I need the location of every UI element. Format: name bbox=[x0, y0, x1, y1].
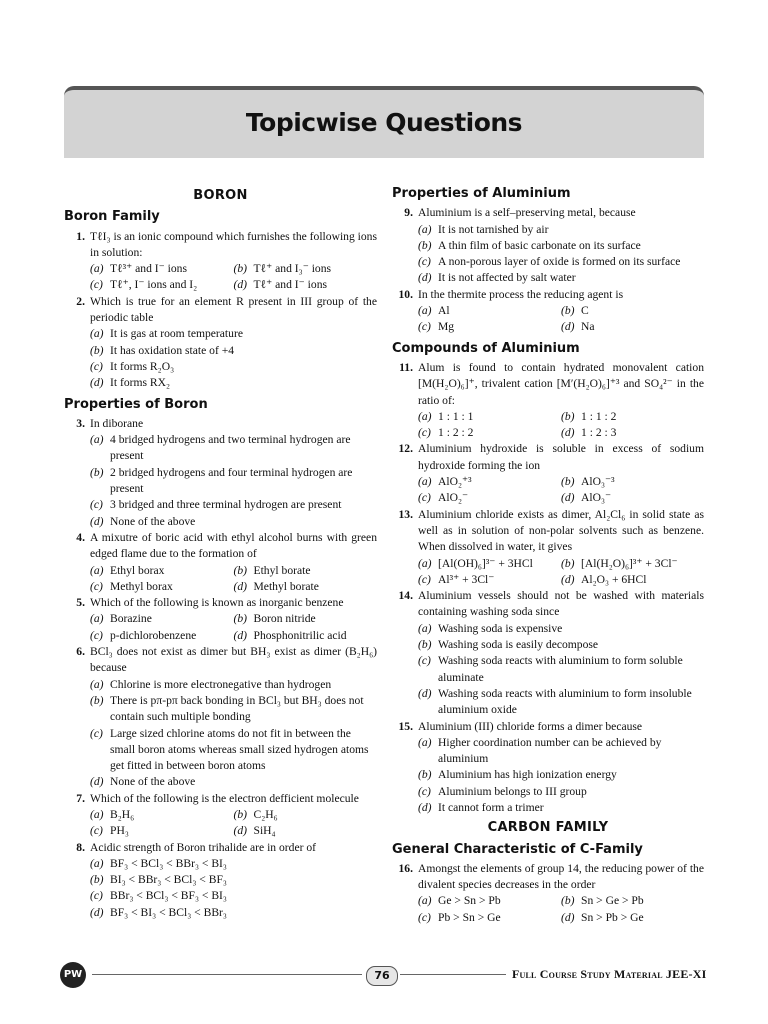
question-3: 3. In diborane bbox=[64, 416, 377, 432]
question-12: 12. Aluminium hydroxide is soluble in excess of sodium hydroxide forming the ion bbox=[392, 441, 704, 474]
question-text: Which is true for an element R present in III group of the periodic table bbox=[90, 294, 377, 325]
question-16: 16. Amongst the elements of group 14, the reducing power of the divalent species decreases in the order bbox=[392, 861, 704, 894]
page-number: 76 bbox=[366, 966, 398, 986]
option-a: BF₃ < BCl₃ < BBr₃ < BI₃ bbox=[110, 856, 227, 870]
option-a: 1 : 1 : 1 bbox=[438, 409, 474, 423]
question-7: 7. Which of the following is the electron defficient molecule bbox=[64, 791, 377, 807]
option-c: A non-porous layer of oxide is formed on its surface bbox=[438, 255, 681, 269]
option-c: Tℓ⁺, I⁻ ions and I₂ bbox=[110, 278, 198, 292]
options-row: (a) Tℓ³⁺ and I⁻ ions (b) Tℓ⁺ and I₃⁻ ions bbox=[64, 261, 377, 277]
option-c: AlO₂⁻ bbox=[438, 491, 469, 505]
option-c: 1 : 2 : 2 bbox=[438, 426, 474, 440]
question-text: A mixutre of boric acid with ethyl alcohol burns with green edged flame due to the formation of bbox=[90, 530, 377, 561]
option-d: None of the above bbox=[110, 514, 196, 528]
question-text: Aluminium vessels should not be washed with materials containing washing soda since bbox=[418, 589, 704, 619]
option-d: Sn > Pb > Ge bbox=[581, 910, 644, 924]
option-d: BF₃ < BI₃ < BCl₃ < BBr₃ bbox=[110, 905, 227, 919]
question-10: 10. In the thermite process the reducing agent is bbox=[392, 287, 704, 303]
question-text: BCl₃ does not exist as dimer but BH₃ exist as dimer (B₂H₆) because bbox=[90, 645, 377, 675]
question-6: 6. BCl₃ does not exist as dimer but BH₃ exist as dimer (B₂H₆) because bbox=[64, 644, 377, 677]
option-b: 1 : 1 : 2 bbox=[581, 409, 617, 423]
option-a: 4 bridged hydrogens and two terminal hydrogen are present bbox=[110, 433, 351, 463]
question-1: 1. TℓI₃ is an ionic compound which furnishes the following ions in solution: bbox=[64, 229, 377, 262]
question-9: 9. Aluminium is a self–preserving metal, because bbox=[392, 205, 704, 221]
question-text: Amongst the elements of group 14, the reducing power of the divalent species decreases in the order bbox=[418, 861, 704, 892]
option-d: It cannot form a trimer bbox=[438, 800, 544, 814]
option-a: Washing soda is expensive bbox=[438, 621, 563, 635]
question-text: TℓI₃ is an ionic compound which furnishes the following ions in solution: bbox=[90, 229, 377, 259]
option-d: None of the above bbox=[110, 775, 196, 789]
page-banner bbox=[64, 86, 704, 158]
option-d: Tℓ⁺ and I⁻ ions bbox=[253, 278, 327, 292]
question-text: In diborane bbox=[90, 416, 144, 430]
section-heading-carbon-family: CARBON FAMILY bbox=[487, 820, 609, 836]
option-a: AlO₂⁺³ bbox=[438, 475, 472, 489]
option-b: C₂H₆ bbox=[253, 807, 278, 821]
question-2: 2. Which is true for an element R present in III group of the periodic table bbox=[64, 294, 377, 327]
question-text: Aluminium (III) chloride forms a dimer because bbox=[418, 719, 643, 733]
option-b: Ethyl borate bbox=[253, 563, 311, 577]
option-b: There is pπ-pπ back bonding in BCl₃ but BH₃ does not contain such multiple bonding bbox=[110, 693, 364, 724]
question-text: Aluminium hydroxide is soluble in excess of sodium hydroxide forming the ion bbox=[418, 442, 704, 472]
option-c: BBr₃ < BCl₃ < BF₃ < BI₃ bbox=[110, 889, 227, 903]
option-a: Al bbox=[438, 304, 450, 318]
option-d: Al₂O₃ + 6HCl bbox=[581, 572, 647, 586]
footer-divider bbox=[400, 974, 506, 975]
option-c: Mg bbox=[438, 320, 455, 334]
option-b: A thin film of basic carbonate on its surface bbox=[438, 238, 641, 252]
footer-divider bbox=[92, 974, 362, 975]
option-d: 1 : 2 : 3 bbox=[581, 426, 617, 440]
option-b: 2 bridged hydrogens and four terminal hydrogen are present bbox=[110, 465, 353, 496]
question-14: 14. Aluminium vessels should not be washed with materials containing washing soda since bbox=[392, 588, 704, 621]
option-b: Boron nitride bbox=[253, 612, 316, 626]
option-d: Na bbox=[581, 320, 595, 334]
question-8: 8. Acidic strength of Boron trihalide are in order of bbox=[64, 840, 377, 856]
question-text: Which of the following is the electron defficient molecule bbox=[90, 791, 359, 805]
question-text: In the thermite process the reducing agent is bbox=[418, 287, 624, 301]
option-c: Al³⁺ + 3Cl⁻ bbox=[438, 572, 495, 586]
option-b: Aluminium has high ionization energy bbox=[438, 768, 617, 782]
option-c: Large sized chlorine atoms do not fit in between the small boron atoms whereas small sized hydrogen atoms get fitted in between boron atoms bbox=[110, 726, 369, 773]
question-text: Acidic strength of Boron trihalide are in order of bbox=[90, 840, 317, 854]
option-b: C bbox=[581, 304, 589, 318]
option-a: Chlorine is more electronegative than hydrogen bbox=[110, 677, 332, 691]
option-c: Methyl borax bbox=[110, 579, 173, 593]
option-b: Sn > Ge > Pb bbox=[581, 894, 644, 908]
subsection-properties-of-aluminium: Properties of Aluminium bbox=[392, 186, 571, 201]
option-a: Ethyl borax bbox=[110, 563, 165, 577]
question-4: 4. A mixutre of boric acid with ethyl alcohol burns with green edged flame due to the formation of bbox=[64, 530, 377, 563]
option-a: It is gas at room temperature bbox=[110, 327, 243, 341]
question-text: Aluminium chloride exists as dimer, Al₂Cl₆ in solid state as well as in solution of non-polar solvents such as benzene. When dissolved in water, it gives bbox=[418, 507, 704, 554]
subsection-properties-of-boron: Properties of Boron bbox=[64, 396, 208, 412]
option-d: AlO₃⁻ bbox=[581, 491, 612, 505]
option-b: BI₃ < BBr₃ < BCl₃ < BF₃ bbox=[110, 873, 227, 887]
option-a: It is not tarnished by air bbox=[438, 222, 549, 236]
option-b: Washing soda is easily decompose bbox=[438, 638, 599, 652]
options-row: (c) Tℓ⁺, I⁻ ions and I₂ (d) Tℓ⁺ and I⁻ ions bbox=[64, 277, 377, 293]
option-a: Borazine bbox=[110, 612, 152, 626]
page-title: Topicwise Questions bbox=[245, 108, 523, 137]
option-a: Higher coordination number can be achieved by aluminium bbox=[438, 735, 662, 766]
question-text: Alum is found to contain hydrated monovalent cation [M(H₂O)₆]⁺, trivalent cation [M′(H₂O)₆]⁺³ and SO₄²⁻ in the ratio of: bbox=[418, 360, 704, 407]
question-11: 11. Alum is found to contain hydrated monovalent cation [M(H₂O)₆]⁺, trivalent cation [M′(H₂O)₆]⁺³ and SO₄²⁻ in the ratio of: bbox=[392, 360, 704, 409]
option-b: AlO₃⁻³ bbox=[581, 475, 615, 489]
option-a: Ge > Sn > Pb bbox=[438, 894, 501, 908]
option-d: Methyl borate bbox=[253, 579, 319, 593]
option-a: Tℓ³⁺ and I⁻ ions bbox=[110, 262, 187, 276]
option-c: p-dichlorobenzene bbox=[110, 628, 197, 642]
section-heading-boron: BORON bbox=[193, 188, 248, 203]
question-text: Which of the following is known as inorganic benzene bbox=[90, 596, 344, 610]
footer-title: Full Course Study Material JEE-XI bbox=[512, 967, 707, 981]
option-c: PH₃ bbox=[110, 824, 129, 838]
question-text: Aluminium is a self–preserving metal, because bbox=[418, 206, 636, 220]
option-c: It forms R₂O₃ bbox=[110, 359, 175, 373]
option-a: B₂H₆ bbox=[110, 807, 135, 821]
option-d: It forms RX₂ bbox=[110, 376, 171, 390]
option-a: [Al(OH)₆]³⁻ + 3HCl bbox=[438, 556, 533, 570]
option-c: Washing soda reacts with aluminium to form soluble aluminate bbox=[438, 654, 683, 684]
question-5: 5. Which of the following is known as inorganic benzene bbox=[64, 595, 377, 611]
pw-logo: PW bbox=[60, 962, 86, 988]
subsection-compounds-of-aluminium: Compounds of Aluminium bbox=[392, 340, 580, 356]
option-c: 3 bridged and three terminal hydrogen are present bbox=[110, 498, 342, 512]
question-15: 15. Aluminium (III) chloride forms a dimer because bbox=[392, 719, 704, 735]
option-d: SiH₄ bbox=[253, 824, 276, 838]
option-d: It is not affected by salt water bbox=[438, 271, 576, 285]
subsection-boron-family: Boron Family bbox=[64, 209, 160, 225]
option-b: Tℓ⁺ and I₃⁻ ions bbox=[253, 262, 332, 276]
option-c: Aluminium belongs to III group bbox=[438, 784, 587, 798]
option-d: Washing soda reacts with aluminium to form insoluble aluminium oxide bbox=[438, 686, 692, 717]
question-13: 13. Aluminium chloride exists as dimer, Al₂Cl₆ in solid state as well as in solution of non-polar solvents such as benzene. When dissolved in water, it gives bbox=[392, 507, 704, 556]
option-b: It has oxidation state of +4 bbox=[110, 343, 235, 357]
option-d: Phosphonitrilic acid bbox=[253, 628, 347, 642]
left-column: BORON Boron Family 1. TℓI₃ is an ionic compound which furnishes the following ions in solution: (a) Tℓ³⁺ and I⁻ ions (b) Tℓ⁺ and I₃⁻ ions (c) Tℓ⁺, I⁻ ions and I₂ (d) Tℓ⁺ and I⁻ ions 2. Which is true for an element R present in III group of the periodic table (a) It is gas at room temperature (b) It has oxidation state of +4 (c) It forms R₂O₃ (d) It forms RX₂ Properties of Boron 3. In diborane (a) 4 bridged hydrogens and two terminal hydrogen are present (b) 2 bridged hydrogens and four terminal hydrogen are present (c) 3 bridged and three terminal hydrogen are present (d) None of the above 4. A mixutre of boric acid with ethyl alcohol burns with green edged flame due to the formation of (a) Ethyl borax (b) Ethyl borate (c) Methyl borax (d) Methyl borate 5. Which of the following is known as inorganic benzene (a) Borazine (b) Boron nitride (c) p-dichlorobenzene (d) Phosphonitrilic acid 6. BCl₃ does not exist as dimer but BH₃ exist as dimer (B₂H₆) because (a) Chlorine is more electronegative than hydrogen (b) There is pπ-pπ back bonding in BCl₃ but BH₃ does not contain such multiple bonding (c) Large sized chlorine atoms do not fit in between the small boron atoms whereas small sized hydrogen atoms get fitted in between boron atoms (d) None of the above 7. Which of the following is the electron defficient molecule (a) B₂H₆ (b) C₂H₆ (c) PH₃ (d) SiH₄ 8. Acidic strength of Boron trihalide are in order of (a) BF₃ < BCl₃ < BBr₃ < BI₃ (b) BI₃ < BBr₃ < BCl₃ < BF₃ (c) BBr₃ < BCl₃ < BF₃ < BI₃ (d) BF₃ < BI₃ < BCl₃ < BBr₃ bbox=[64, 186, 377, 921]
option-b: [Al(H₂O)₆]³⁺ + 3Cl⁻ bbox=[581, 556, 678, 570]
option-c: Pb > Sn > Ge bbox=[438, 910, 501, 924]
subsection-general-characteristic: General Characteristic of C-Family bbox=[392, 841, 643, 857]
right-column: Properties of Aluminium 9. Aluminium is a self–preserving metal, because (a) It is not tarnished by air (b) A thin film of basic carbonate on its surface (c) A non-porous layer of oxide is formed on its surface (d) It is not affected by salt water 10. In the thermite process the reducing agent is (a) Al (b) C (c) Mg (d) Na Compounds of Aluminium 11. Alum is found to contain hydrated monovalent cation [M(H₂O)₆]⁺, trivalent cation [M′(H₂O)₆]⁺³ and SO₄²⁻ in the ratio of: (a) 1 : 1 : 1 (b) 1 : 1 : 2 (c) 1 : 2 : 2 (d) 1 : 2 : 3 12. Aluminium hydroxide is soluble in excess of sodium hydroxide forming the ion (a) AlO₂⁺³ (b) AlO₃⁻³ (c) AlO₂⁻ (d) AlO₃⁻ 13. Aluminium chloride exists as dimer, Al₂Cl₆ in solid state as well as in solution of non-polar solvents such as benzene. When dissolved in water, it gives (a) [Al(OH)₆]³⁻ + 3HCl (b) [Al(H₂O)₆]³⁺ + 3Cl⁻ (c) Al³⁺ + 3Cl⁻ (d) Al₂O₃ + 6HCl 14. Aluminium vessels should not be washed with materials containing washing soda since (a) Washing soda is expensive (b) Washing soda is easily decompose (c) Washing soda reacts with aluminium to form soluble aluminate (d) Washing soda reacts with aluminium to form insoluble aluminium oxide 15. Aluminium (III) chloride forms a dimer because (a) Higher coordination number can be achieved by aluminium (b) Aluminium has high ionization energy (c) Aluminium belongs to III group (d) It cannot form a trimer CARBON FAMILY General Characteristic of C-Family 16. Amongst the elements of group 14, the reducing power of the divalent species decreases in the order (a) Ge > Sn > Pb (b) Sn > Ge > Pb (c) Pb > Sn > Ge (d) Sn > Pb > Ge bbox=[392, 186, 704, 926]
